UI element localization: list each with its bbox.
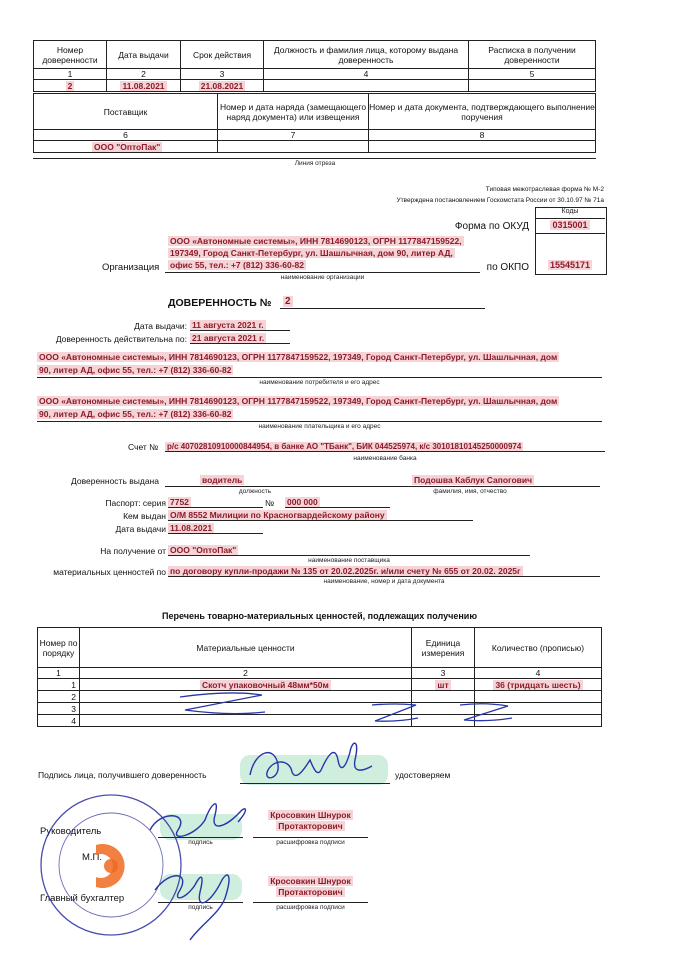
chief-acc-decode-caption: расшифровка подписи [276, 904, 345, 911]
okpo-label: по ОКПО [486, 262, 529, 273]
issue-date: 11 августа 2021 г. [192, 320, 264, 330]
goods-colnum: 2 [80, 668, 412, 679]
pdate-label: Дата выдачи [115, 524, 166, 534]
position-value: водитель [202, 475, 243, 485]
head-label: Руководитель [40, 826, 102, 837]
valid-date: 21 августа 2021 г. [192, 333, 265, 343]
stub-issue-date: 11.08.2021 [122, 80, 165, 91]
chief-acc-sign-caption: подпись [188, 904, 213, 911]
stub-number: 2 [67, 80, 73, 91]
values-doc: по договору купли-продажи № 135 от 20.02.2025г. и/или счету № 655 от 20.02. 2025г [170, 566, 521, 576]
stub-header: Дата выдачи [107, 41, 181, 69]
pdate-value: 11.08.2021 [170, 523, 213, 533]
chief-acc-name-2: Протакторович [278, 887, 343, 897]
person-caption: фамилия, имя, отчество [433, 488, 507, 495]
form-approved-line: Утверждена постановлением Госкомстата России от 30.10.97 № 71а [396, 197, 604, 204]
payer-line-2: 90, литер АД, офис 55, тел.: +7 (812) 336-60-82 [39, 409, 232, 419]
issued-by-value: О/М 8552 Милиции по Красногвардейскому району [170, 510, 385, 520]
stub-header: Номер и дата наряда (замещающего наряд документа) или извещения [218, 94, 369, 130]
payer-line-1: ООО «Автономные системы», ИНН 7814690123, ОГРН 1177847159522, 197349, Город Санкт-Петербург, ул. Шашлычная, дом [39, 396, 558, 406]
org-line-2: 197349, Город Санкт-Петербург, ул. Шашлычная, дом 90, литер АД, [170, 248, 453, 258]
chief-acc-signature [155, 875, 229, 940]
row-number: 2 [38, 691, 80, 703]
stub-header: Номер и дата документа, подтверждающего выполнение поручения [369, 94, 596, 130]
stub-colnum: 2 [107, 69, 181, 80]
certify-label: удостоверяем [395, 770, 451, 780]
head-name-2: Протакторович [278, 821, 343, 831]
goods-qty: 36 (тридцать шесть) [495, 679, 581, 690]
goods-title: Перечень товарно-материальных ценностей, подлежащих получению [161, 611, 478, 621]
goods-header: Количество (прописью) [475, 628, 602, 668]
form-type-line: Типовая межотраслевая форма № М-2 [485, 186, 604, 193]
position-caption: должность [238, 488, 272, 495]
values-label: материальных ценностей по [53, 567, 166, 577]
issue-label: Дата выдачи: [134, 321, 187, 331]
head-name-1: Кросовкин Шнурок [270, 810, 351, 820]
goods-header: Материальные ценности [80, 628, 412, 668]
stub-header: Срок действия [181, 41, 264, 69]
org-label: Организация [102, 262, 160, 273]
stub-colnum: 4 [264, 69, 469, 80]
stub-header: Номер доверенности [34, 41, 107, 69]
head-sign-caption: подпись [188, 839, 213, 846]
stub-colnum: 7 [218, 130, 369, 141]
consumer-line-2: 90, литер АД, офис 55, тел.: +7 (812) 336-60-82 [39, 365, 232, 375]
chief-acc-name-1: Кросовкин Шнурок [270, 876, 351, 886]
stub-header: Расписка в получении доверенности [469, 41, 596, 69]
stub-colnum: 8 [369, 130, 596, 141]
okpo-value: 15545171 [549, 260, 591, 270]
org-caption: наименование организации [280, 274, 365, 281]
okud-label: Форма по ОКУД [454, 221, 529, 232]
okud-value: 0315001 [552, 220, 588, 230]
passport-label: Паспорт: серия [105, 498, 166, 508]
recipient-signature [250, 743, 372, 778]
org-line-3: офис 55, тел.: +7 (812) 336-60-82 [170, 260, 304, 270]
row-number: 3 [38, 703, 80, 715]
org-line-1: ООО «Автономные системы», ИНН 7814690123, ОГРН 1177847159522, [170, 236, 462, 246]
goods-header: Номер по порядку [38, 628, 80, 668]
stub-colnum: 6 [34, 130, 218, 141]
receive-label: На получение от [100, 546, 166, 556]
chief-acc-label: Главный бухгалтер [40, 893, 125, 904]
row-number: 1 [38, 679, 80, 691]
stub-valid-date: 21.08.2021 [200, 80, 244, 91]
goods-unit: шт [437, 679, 449, 690]
bank-caption: наименование банка [353, 455, 417, 462]
stub-colnum: 3 [181, 69, 264, 80]
values-caption: наименование, номер и дата документа [323, 578, 445, 585]
row-number: 4 [38, 715, 80, 727]
goods-header: Единица измерения [412, 628, 475, 668]
mp-label: М.П. [82, 852, 103, 863]
payer-caption: наименование плательщика и его адрес [258, 423, 381, 430]
head-decode-caption: расшифровка подписи [276, 839, 345, 846]
account-value: р/с 40702810910000844954, в банке АО "ТБанк", БИК 044525974, к/с 30101810145250000974 [167, 442, 522, 451]
stub-colnum: 5 [469, 69, 596, 80]
valid-label: Доверенность действительна по: [55, 334, 187, 344]
stub-colnum: 1 [34, 69, 107, 80]
account-label: Счет № [128, 442, 159, 452]
issued-by-label: Кем выдан [123, 511, 166, 521]
receive-from-value: ООО "ОптоПак" [170, 545, 237, 555]
passport-no-label: № [265, 498, 275, 508]
goods-name: Скотч упаковочный 48мм*50м [202, 679, 329, 690]
supplier-caption: наименование поставщика [308, 557, 390, 564]
passport-series: 7752 [170, 497, 189, 507]
codes-label: Коды [561, 208, 579, 215]
goods-colnum: 1 [38, 668, 80, 679]
goods-colnum: 4 [475, 668, 602, 679]
doc-number: 2 [285, 296, 291, 307]
issued-to-label: Доверенность выдана [71, 476, 159, 486]
stub-supplier: ООО "ОптоПак" [94, 141, 161, 152]
consumer-caption: наименование потребителя и его адрес [259, 379, 380, 386]
stub-header: Поставщик [34, 94, 218, 130]
goods-colnum: 3 [412, 668, 475, 679]
passport-number: 000 000 [287, 497, 318, 507]
consumer-line-1: ООО «Автономные системы», ИНН 7814690123, ОГРН 1177847159522, 197349, Город Санкт-Петербург, ул. Шашлычная, дом [39, 352, 558, 362]
cut-line-label: Линия отреза [294, 160, 336, 167]
recipient-sign-label: Подпись лица, получившего доверенность [38, 770, 207, 780]
person-value: Подошва Каблук Сапогович [414, 475, 533, 485]
doc-title: ДОВЕРЕННОСТЬ № [168, 297, 272, 309]
stub-header: Должность и фамилия лица, которому выдана доверенность [264, 41, 469, 69]
head-signature [150, 804, 245, 837]
